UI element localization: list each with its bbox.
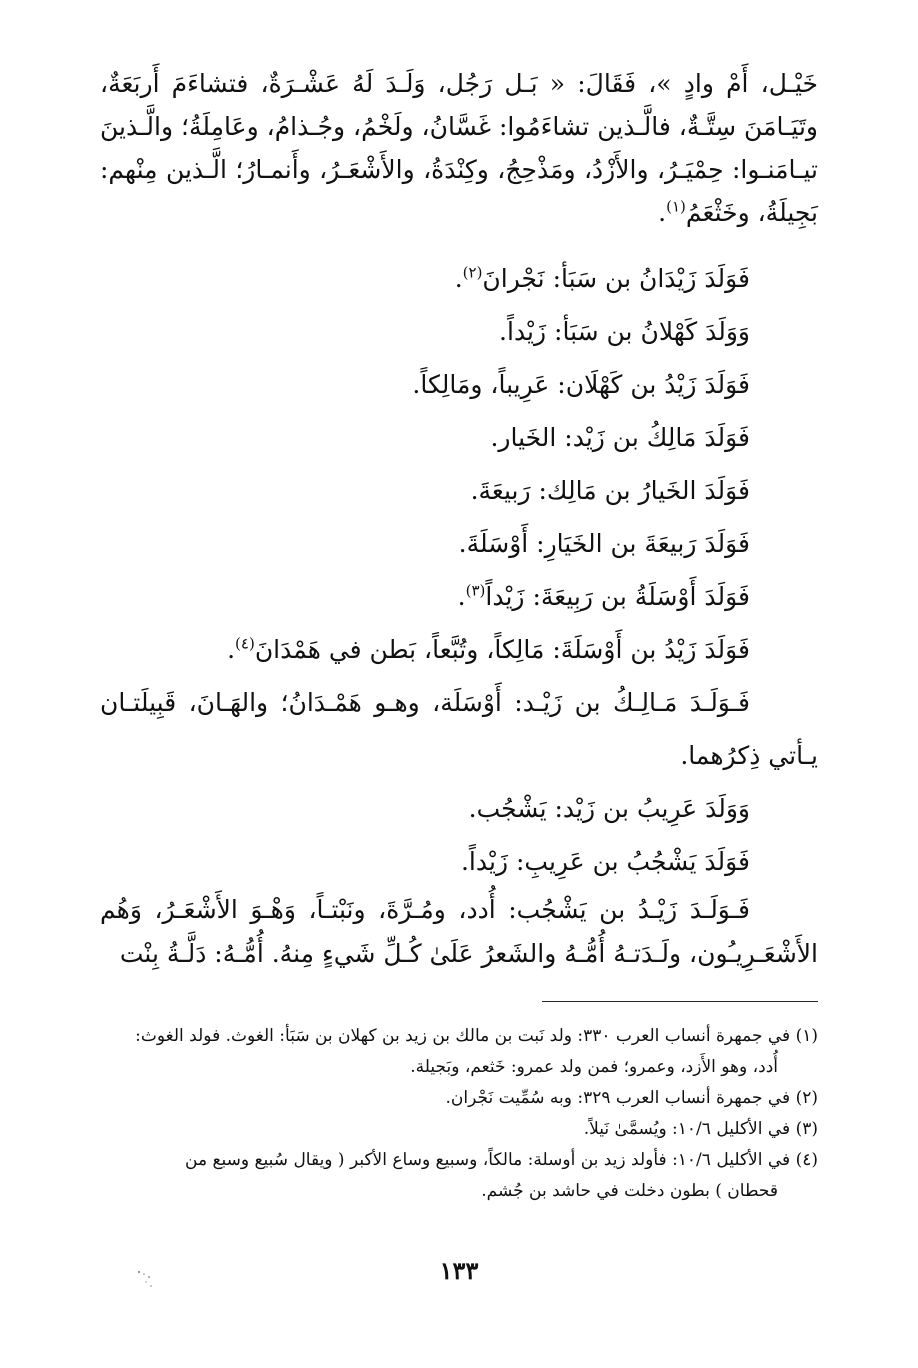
footnote-4-continued: قحطان ) بطون دخلت في حاشد بن جُشم.	[481, 1181, 778, 1201]
genealogy-lines	[100, 252, 818, 676]
paragraph-intro	[100, 62, 818, 234]
main-text	[100, 62, 818, 976]
paragraph-intro-end: .	[658, 198, 667, 227]
footnote-ref-3[interactable]: (٣)	[465, 581, 486, 600]
footnote-ref-4[interactable]: (٤)	[235, 634, 255, 653]
footnote-1-continued: أُدد، وهو الأَزد، وعمرو؛ فمن ولد عمرو: خَثعم، وبَجيلة.	[410, 1057, 778, 1077]
genealogy-line-4: فَوَلَدَ مَالِكُ بن زَيْد: الخَيار.	[490, 423, 750, 452]
genealogy-line-3: فَوَلَدَ زَيْدُ بن كَهْلَان: عَرِيباً، ومَالِكاً.	[412, 370, 750, 399]
footnote-separator	[542, 1001, 818, 1002]
scan-specks	[136, 1268, 156, 1290]
footnote-3: (٣) في الأكليل ١٠/٦: ويُسمَّىٰ نَيلاً.	[583, 1119, 818, 1139]
paragraph-intro-text: خَيْـل، أَمْ وادٍ »، فَقَالَ: « بَـل رَجُل، وَلَـدَ لَهُ عَشْـرَةٌ، فتشاءَمَ أَربَعَةٌ، وتَيَـامَنَ سِتَّـةٌ، فالَّـذين تشاءَمُوا: غَسَّانُ، ولَخْمُ، وجُـذامُ، وعَامِلَةُ؛ والَّـذينَ تيـامَنـوا: حِمْيَـرُ، والأَزْدُ، ومَذْحِجُ، وكِنْدَةُ، والأَشْعَـرُ، وأَنمـارُ؛ الَّـذين مِنْهم: بَجِيلَةُ، وخَثْعَمُ	[100, 69, 818, 227]
genealogy-line-9: وَوَلَدَ عَرِيبُ بن زَيْد: يَشْجُب.	[468, 794, 750, 823]
genealogy-line-6: فَوَلَدَ رَبيعَةَ بن الخَيَارِ: أَوْسَلَةَ.	[458, 529, 750, 558]
genealogy-line-8	[100, 623, 818, 676]
genealogy-line-10: فَوَلَدَ يَشْجُبُ بن عَرِيبِ: زَيْداً.	[460, 847, 750, 876]
genealogy-line-7-end: .	[457, 582, 466, 611]
footnote-2: (٢) في جمهرة أنساب العرب ٣٢٩: وبه سُمِّيت نَجْران.	[445, 1088, 818, 1108]
paragraph-ashar: فَـوَلَـدَ زَيْـدُ بن يَشْجُب: أُدد، ومُـرَّةَ، ونَبْتـاً، وَهْـوَ الأَشْعَـرُ، وَهُم الأَشْعَـرِيـُون، ولَـدَتـهُ أُمُّـهُ والشَعرُ عَلَىٰ كُـلِّ شَيءٍ مِنهُ. أُمُّـهُ: دَلَّـةُ بِنْت	[100, 895, 818, 968]
footnote-1: (١) في جمهرة أنساب العرب ٣٣٠: ولد نَبت بن مالك بن زيد بن كهلان بن سَبَأ: الغوث. فولد الغوث:	[135, 1026, 818, 1046]
genealogy-line-5: فَوَلَدَ الخَيارُ بن مَالِك: رَبيعَةَ.	[470, 476, 750, 505]
genealogy-line-1-text: فَوَلَدَ زَيْدَانُ بن سَبَأ: نَجْرانَ	[482, 264, 750, 293]
genealogy-line-1-end: .	[454, 264, 463, 293]
genealogy-line-8-text: فَوَلَدَ زَيْدُ بن أَوْسَلَةَ: مَالِكاً، وتُبَّعاً، بَطن في هَمْدَانَ	[254, 635, 750, 664]
genealogy-line-7	[100, 570, 818, 623]
footnote-4: (٤) في الأكليل ١٠/٦: فأولد زيد بن أوسلة: مالكاً، وسبيع وساع الأكبر ( ويقال سُبيع وسبع من	[185, 1150, 818, 1170]
genealogy-line-7-text: فَوَلَدَ أَوْسَلَةُ بن رَبِيعَةَ: زَيْداً	[485, 582, 750, 611]
genealogy-line-2: وَوَلَدَ كَهْلانُ بن سَبَأ: زَيْداً.	[499, 317, 750, 346]
genealogy-line-8-end: .	[227, 635, 236, 664]
footnote-ref-2[interactable]: (٢)	[462, 263, 483, 282]
paragraph-malik: فَـوَلَـدَ مَـالِـكُ بن زَيْـد: أَوْسَلَة، وهـو هَمْـدَانُ؛ والهَـانَ، قَبِيلَتـان يـأتي ذِكرُهما.	[100, 688, 818, 770]
genealogy-line-1	[100, 252, 818, 305]
footnotes	[100, 1021, 818, 1207]
footnote-ref-1[interactable]: (١)	[666, 197, 686, 216]
page-number: ١٣٣	[439, 1256, 479, 1285]
